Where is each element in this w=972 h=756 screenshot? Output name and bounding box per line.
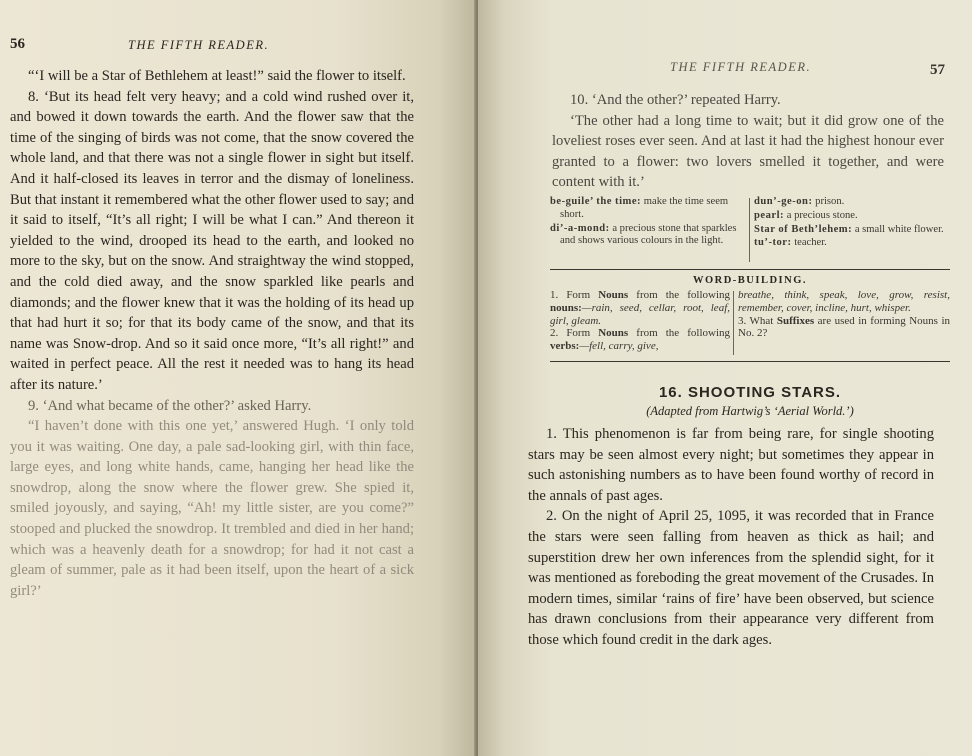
glossary-entry — [550, 196, 746, 222]
word-building-divider — [733, 291, 734, 355]
paragraph: 9. ‘And what became of the other?’ asked Harry. — [28, 397, 312, 414]
glossary-term: tu’-tor: — [754, 237, 792, 249]
exercise-words: —fell, carry, give, — [579, 340, 659, 353]
paragraph: ‘The other had a long time to wait; but it did grow one of the loveliest roses ever seen. And at last it had the highest honour ever granted to a flower: two lovers smelled it together, and were content with it.’ — [552, 112, 944, 191]
running-head-left: THE FIFTH READER. — [128, 38, 270, 52]
lesson-body — [528, 424, 934, 651]
exercise-text: from the following — [636, 289, 731, 301]
glossary-divider — [749, 198, 750, 262]
exercise-words: —rain, seed, cellar, root, leaf, girl, gleam. — [550, 301, 730, 327]
paragraph: “I haven’t done with this one yet,’ answered Hugh. ‘I only told you it was waiting. One day, a pale sad-looking girl, with thin face, large eyes, and long white hands, came, hanging her head like the snowdrop, along the snow where the flower grew. She spied it, smiled joyously, and saying, “Ah! my little sister, are you come?” stooped and plucked the snowdrop. It trembled and died in her hand; which was a heavenly death for a snowdrop; for had it not cast a gleam of summer, pale as it had been itself, upon the heart of a sick girl?’ — [10, 418, 414, 599]
section-rule — [550, 269, 950, 270]
glossary-column-right — [754, 196, 950, 251]
paragraph: 8. ‘But its head felt very heavy; and a cold wind rushed over it, and bowed it down towards the earth. And the flower saw that the time of the singing of birds was not come, that the snow covered the whole land, and that there was not a single flower in sight but itself. And it half-closed its leaves in terror and the dismay of loneliness. But that instant it remembered what the other flower used to say; and it said to itself, “It’s all right; I will be what I can.” And thereon it yielded to the wind, drooped its head to the earth, and looked no more to the sky, but on the snow. And straightway the wind stopped, and the cold died away, and the snow sparkled like pearls and diamonds; and the flower knew that it was the holding of its head up that had hurt it so; for that its body came of the snow, and that its name was Snow-drop. And so it said once more, “It’s all right!” and waited in perfect peace. All the rest it needed was to hang its head after its nature.’ — [10, 88, 414, 393]
exercise-keyword: Suffixes — [776, 314, 815, 327]
right-page — [478, 0, 972, 756]
exercise-text: from the following — [636, 327, 731, 340]
glossary-entry — [550, 223, 746, 249]
exercise-keyword: Nouns — [598, 289, 629, 301]
glossary-term: be-guile’ the time: — [550, 196, 642, 207]
glossary-entry — [754, 224, 950, 237]
glossary-definition: prison. — [815, 196, 845, 207]
exercise-number: 2. Form — [550, 327, 591, 340]
word-building-column-left — [550, 289, 730, 353]
glossary-definition: a precious stone. — [786, 209, 858, 221]
glossary-entry — [754, 237, 950, 250]
exercise-number: 1. Form — [550, 289, 591, 301]
glossary-definition: make the time seem short. — [560, 196, 729, 220]
glossary-definition: a precious stone that sparkles and shows various colours in the light. — [560, 222, 737, 247]
right-top-text — [552, 90, 944, 193]
glossary-term: pearl: — [754, 209, 785, 221]
exercise-item — [738, 315, 950, 341]
paragraph: “‘I will be a Star of Bethlehem at least!” said the flower to itself. — [28, 68, 406, 84]
left-page-text — [10, 66, 414, 601]
glossary-entry — [754, 210, 950, 223]
paragraph: 2. On the night of April 25, 1095, it was recorded that in France the stars were seen falling from heaven as thick as hail; and superstition drew her own inferences from the splendid sight, for it was mentioned as foreboding the great movement of the Crusades. In modern times, similar ‘rains of fire’ have been observed, but science has drawn conclusions from their appearance very different from those which found credit in the dark ages. — [528, 508, 934, 648]
exercise-item — [550, 289, 730, 327]
glossary-column-left — [550, 196, 746, 249]
glossary-definition: a small white flower. — [854, 223, 944, 235]
exercise-kind: nouns: — [550, 301, 582, 314]
lesson-title: 16. SHOOTING STARS. — [658, 384, 842, 401]
glossary-term: dun’-ge-on: — [754, 196, 813, 207]
section-rule — [550, 361, 950, 362]
exercise-words-continued — [738, 289, 950, 315]
page-number-left: 56 — [10, 36, 25, 52]
left-page — [0, 0, 476, 756]
exercise-number: 3. What — [738, 314, 774, 327]
glossary-term: Star of Beth’lehem: — [754, 223, 853, 235]
exercise-words: breathe, think, speak, love, grow, resist, remember, cover, incline, hurt, whisper. — [738, 289, 950, 314]
page-number-right: 57 — [930, 62, 945, 78]
exercise-item — [550, 327, 730, 353]
word-building-title: WORD-BUILDING. — [692, 275, 808, 286]
glossary-entry — [754, 196, 950, 209]
lesson-subtitle: (Adapted from Hartwig’s ‘Aerial World.’) — [646, 404, 854, 418]
glossary-term: di’-a-mond: — [550, 222, 610, 234]
exercise-keyword: Nouns — [598, 327, 629, 340]
paragraph: 10. ‘And the other?’ repeated Harry. — [570, 92, 781, 108]
word-building-column-right — [738, 289, 950, 340]
running-head-right: THE FIFTH READER. — [670, 60, 812, 74]
paragraph: 1. This phenomenon is far from being rare, for single shooting stars may be seen almost every night; but sometimes they appear in such astonishing numbers as to have been found worthy of record in the annals of past ages. — [528, 426, 934, 504]
glossary-definition: teacher. — [794, 237, 827, 249]
exercise-text: are used in forming Nouns in No. 2? — [738, 314, 951, 340]
exercise-kind: verbs: — [550, 340, 580, 353]
